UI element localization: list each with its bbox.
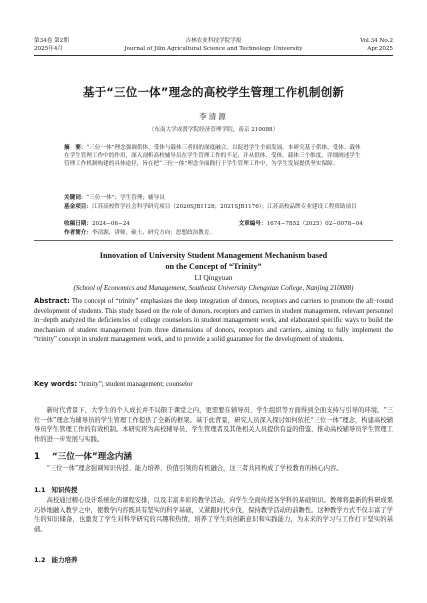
section-1-title: “三位一体”理念内涵 [51, 452, 133, 462]
author-intro-text: 李清源，讲师，硕士，研究方向：思想政治教育。 [91, 230, 216, 236]
fund-label: 基金项目： [64, 204, 92, 210]
paper-affiliation: （东南大学成贤学院经济管理学院，南京 210088） [148, 127, 279, 133]
section-1-paragraph: “三位一体”理念强调知识传授、能力培养、价值引领的有机融合，这三者共同构成了学校教育的核心内容。 [46, 465, 343, 472]
english-abstract-text: The concept of “trinity” emphasizes the deep integration of donors, receptors and carriers to promote the all−round development of students. This study based on the role of donors, receptors and carriers in student management, relevant personnel in−depth analyzed the deficiencies of college counselors in student management work, and elaborated specific ways to build the mechanism of student management from three dimensions of donors, receptors and carriers, aiming to fully implement the “trinity” concept in student management work, and to provide a solid guarantee for the development of students. [34, 298, 393, 343]
english-keywords-label: Key words: [34, 380, 78, 388]
doc-code-label: 文章编号： [238, 221, 267, 227]
header-volume: 第34卷 第2期 [34, 38, 69, 44]
intro-paragraph: 新时代背景下，大学生的个人成长并不局限于课堂之内，更需要在辅导员、学生组织等方面得到全面支持与引导的环境。“三位一体”理念为辅导员的学生管理工作提供了全新的框架。基于此背景，研究人员深入探讨如何依托“三位一体”理念，构建高校辅导员学生管理工作的有效机制。本研究将为高校辅导员、学生管理者及其他相关人员提供有益的借鉴，推动高校辅导员学生管理工作的进一步发展与实践。 [34, 407, 393, 443]
paper-title: 基于“三位一体”理念的高校学生管理工作机制创新 [82, 85, 345, 99]
english-keywords-text: “trinity”; student management; counselor [78, 381, 193, 388]
english-abstract-label: Abstract: [34, 297, 70, 305]
english-affiliation: (School of Economics and Management, Southeast University Chengxian College, Nanjing 210088) [73, 284, 354, 292]
header-right [360, 37, 393, 53]
keywords-cn-text: “三位一体”；学生管理；辅导员 [86, 195, 165, 201]
received-text: 2024−06−24 [91, 221, 130, 227]
paper-author: 李清源 [199, 112, 228, 121]
author-intro-label: 作者简介： [64, 230, 92, 236]
section-1-heading [34, 450, 132, 462]
abstract-cn-label: 摘 要： [64, 145, 87, 151]
doc-code [239, 220, 363, 228]
subsection-1-1-number: 1.1 [34, 486, 46, 494]
doc-code-text: 1674−7852（2025）02−0078−04 [266, 221, 363, 227]
abstract-cn-text: “三位一体”理念强调供体、受体与载体三者间的深度融合，以促进学生全面发展。本研究基于供体、受体、载体在学生管理工作中的作用，深入剖析高校辅导员在学生管理工作的不足，并从供体、受体、载体三个维度，详细阐述学生管理工作机制构建的具体途径，旨在把“三位一体”理念全面践行于学生管理工作中，为学生发展提供坚实保障。 [64, 145, 361, 168]
subsection-1-2-heading [34, 555, 78, 564]
english-title-line2: on the Concept of “Trinity” [165, 261, 262, 271]
keywords-cn-label: 关键词： [64, 195, 87, 201]
english-title-line1: Innovation of University Student Management Mechanism based [99, 251, 328, 260]
header-date-en: Apr.2025 [367, 46, 393, 52]
fund-text: 江苏高校哲学社会科学研究项目（2020SJB1128；2021SJB1176）；江苏高校品牌专业建设工程资助项目 [91, 204, 357, 210]
subsection-1-2-title: 能力培养 [51, 556, 78, 564]
abstract-cn [64, 144, 363, 169]
received-info [64, 220, 363, 228]
header-volume-en: Vol.34 No.2 [360, 38, 393, 44]
subsection-1-1-title: 知识传授 [51, 486, 78, 494]
header-journal-cn: 吉林农业科技学院学报 [185, 38, 242, 44]
header-center [34, 37, 393, 53]
english-abstract [34, 297, 393, 345]
english-author: LI Qingyuan [194, 273, 233, 282]
header-rule [34, 55, 393, 56]
received-label: 收稿日期： [64, 221, 92, 227]
section-divider [34, 240, 393, 241]
english-title [0, 251, 427, 272]
subsection-1-1-heading [34, 485, 78, 494]
keywords-cn [64, 194, 363, 202]
subsection-1-2-number: 1.2 [34, 556, 46, 564]
header-date: 2025年4月 [34, 46, 63, 52]
fund-info [64, 203, 363, 211]
author-intro [64, 229, 363, 237]
header-journal-en: Journal of Jilin Agricultural Science and Technology University [124, 46, 303, 52]
english-keywords [34, 380, 393, 388]
subsection-1-1-paragraph: 高校通过精心设计系统化的课程安排，以及丰富多彩的教学活动，向学生全面传授各学科的基础知识。教师将最新的科研成果巧妙地融入教学之中，使教学内容既具有坚实的科学基础，又紧跟时代步伐，保持教学活动的前瞻性。这种教学方式不仅丰富了学生的知识储备，也激发了学生对科学研究的兴趣和热情，培养了学生的创新意识和实践能力，为未来的学习与工作打下坚实的基础。 [34, 497, 393, 533]
section-1-number: 1 [34, 452, 40, 462]
